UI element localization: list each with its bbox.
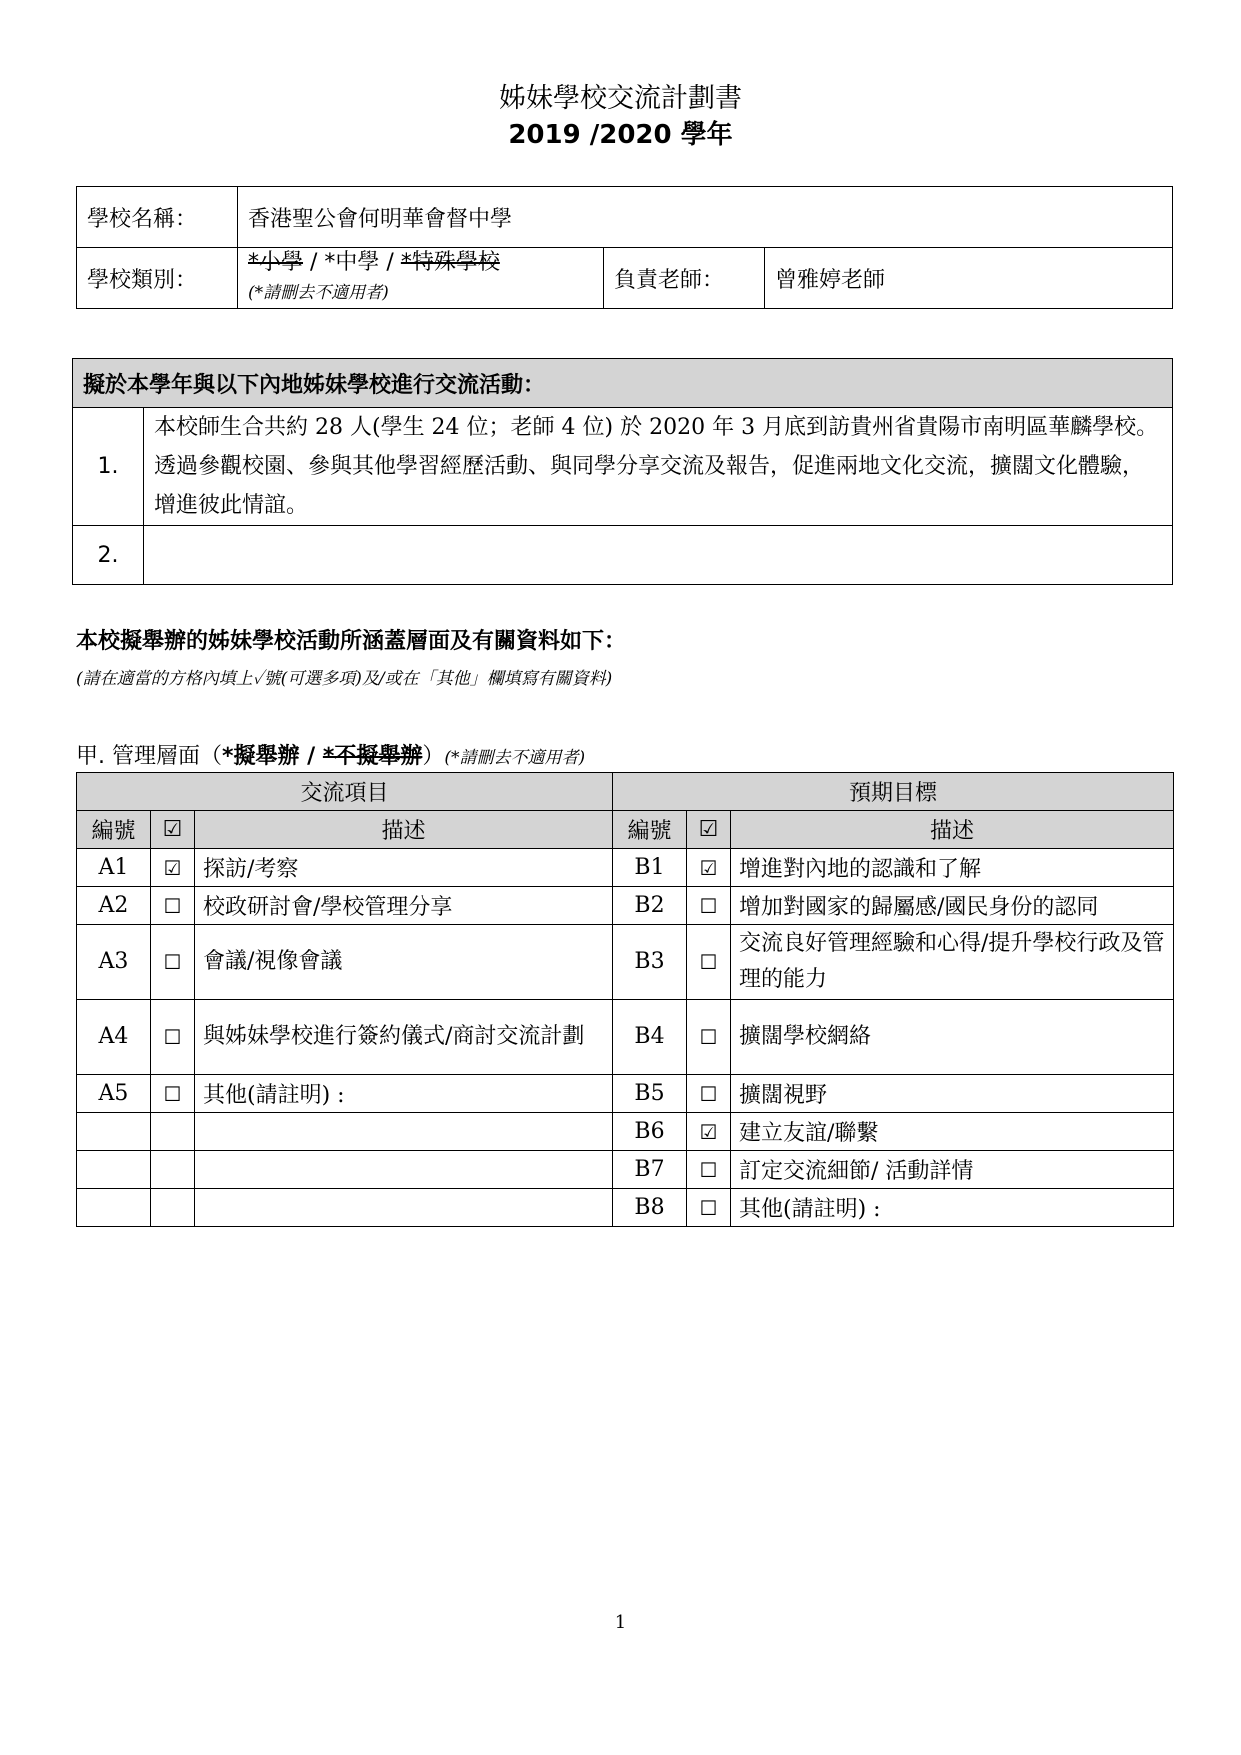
part-a-label: 甲. 管理層面（ xyxy=(76,744,222,769)
page-number: 1 xyxy=(614,1612,627,1633)
item-code: A5 xyxy=(77,1075,151,1113)
item-description: 其他(請註明) : xyxy=(195,1075,613,1113)
table-row xyxy=(77,1075,1174,1113)
plan-row-text xyxy=(144,526,1173,585)
part-a-option-hold: *擬舉辦 xyxy=(222,744,300,769)
table-row xyxy=(77,1000,1174,1075)
school-type-value xyxy=(238,248,604,309)
goal-checkbox[interactable]: ☐ xyxy=(687,1151,731,1189)
table-row xyxy=(77,849,1174,887)
type-note: (*請刪去不適用者) xyxy=(248,283,389,303)
goal-code: B4 xyxy=(613,1000,687,1075)
item-checkbox[interactable]: ☐ xyxy=(151,1075,195,1113)
teacher-label: 負責老師： xyxy=(604,248,765,309)
item-code: A1 xyxy=(77,849,151,887)
col-code-header: 編號 xyxy=(613,811,687,849)
type-secondary: *中學 xyxy=(324,250,380,275)
item-code: A3 xyxy=(77,925,151,1000)
item-checkbox[interactable]: ☑ xyxy=(151,849,195,887)
goal-description: 擴闊學校網絡 xyxy=(731,1000,1174,1075)
exchange-plan-table xyxy=(72,358,1173,585)
goal-checkbox[interactable]: ☐ xyxy=(687,887,731,925)
goal-checkbox[interactable]: ☐ xyxy=(687,1075,731,1113)
goal-description: 擴闊視野 xyxy=(731,1075,1174,1113)
item-code: A4 xyxy=(77,1000,151,1075)
goal-description: 增加對國家的歸屬感/國民身份的認同 xyxy=(731,887,1174,925)
plan-row-text: 本校師生合共約 28 人(學生 24 位；老師 4 位) 於 2020 年 3 月底到訪貴州省貴陽市南明區華麟學校。透過參觀校園、參與其他學習經歷活動、與同學分享交流及報告，促進兩地文化交流，擴闊文化體驗，增進彼此情誼。 xyxy=(144,408,1173,526)
empty-cell xyxy=(151,1151,195,1189)
type-special: *特殊學校 xyxy=(400,250,500,275)
type-primary: *小學 xyxy=(248,250,304,275)
goal-code: B2 xyxy=(613,887,687,925)
goal-description: 訂定交流細節/ 活動詳情 xyxy=(731,1151,1174,1189)
left-group-header: 交流項目 xyxy=(77,773,613,811)
empty-cell xyxy=(77,1151,151,1189)
goal-code: B8 xyxy=(613,1189,687,1227)
goal-description: 交流良好管理經驗和心得/提升學校行政及管理的能力 xyxy=(731,925,1174,1000)
part-a-option-not-hold: *不擬舉辦 xyxy=(322,744,423,769)
empty-cell xyxy=(77,1113,151,1151)
empty-cell xyxy=(151,1189,195,1227)
col-check-header: ☑ xyxy=(151,811,195,849)
goal-code: B1 xyxy=(613,849,687,887)
empty-cell xyxy=(195,1113,613,1151)
table-row xyxy=(77,887,1174,925)
part-a-separator: / xyxy=(299,744,323,769)
col-desc-header: 描述 xyxy=(731,811,1174,849)
document-title: 姊妹學校交流計劃書 xyxy=(499,83,742,114)
goal-checkbox[interactable]: ☐ xyxy=(687,1189,731,1227)
school-name-label: 學校名稱： xyxy=(77,187,238,248)
goal-code: B5 xyxy=(613,1075,687,1113)
type-separator: / xyxy=(379,250,401,275)
goal-description: 增進對內地的認識和了解 xyxy=(731,849,1174,887)
goal-code: B7 xyxy=(613,1151,687,1189)
goal-description: 其他(請註明) : xyxy=(731,1189,1174,1227)
table-row xyxy=(77,1189,1174,1227)
item-checkbox[interactable]: ☐ xyxy=(151,887,195,925)
table-row xyxy=(77,1113,1174,1151)
part-a-heading xyxy=(76,739,585,770)
item-description: 校政研討會/學校管理分享 xyxy=(195,887,613,925)
plan-row-number: 2. xyxy=(73,526,144,585)
item-code: A2 xyxy=(77,887,151,925)
management-table xyxy=(76,772,1174,1227)
empty-cell xyxy=(151,1113,195,1151)
item-checkbox[interactable]: ☐ xyxy=(151,1000,195,1075)
plan-heading: 擬於本學年與以下內地姊妹學校進行交流活動： xyxy=(73,359,1173,408)
goal-code: B6 xyxy=(613,1113,687,1151)
right-group-header: 預期目標 xyxy=(613,773,1174,811)
empty-cell xyxy=(195,1151,613,1189)
goal-checkbox[interactable]: ☑ xyxy=(687,1113,731,1151)
plan-row-number: 1. xyxy=(73,408,144,526)
teacher-name: 曾雅婷老師 xyxy=(765,248,1173,309)
coverage-note: (請在適當的方格內填上✓號(可選多項)及/或在「其他」欄填寫有關資料) xyxy=(76,669,613,689)
item-description: 會議/視像會議 xyxy=(195,925,613,1000)
empty-cell xyxy=(195,1189,613,1227)
school-year: 2019 /2020 學年 xyxy=(508,120,733,150)
goal-code: B3 xyxy=(613,925,687,1000)
item-description: 探訪/考察 xyxy=(195,849,613,887)
table-row xyxy=(77,1151,1174,1189)
goal-description: 建立友誼/聯繫 xyxy=(731,1113,1174,1151)
type-separator: / xyxy=(303,250,325,275)
table-row xyxy=(77,925,1174,1000)
school-type-label: 學校類別： xyxy=(77,248,238,309)
goal-checkbox[interactable]: ☐ xyxy=(687,925,731,1000)
col-code-header: 編號 xyxy=(77,811,151,849)
empty-cell xyxy=(77,1189,151,1227)
part-a-close: ） xyxy=(422,744,445,769)
school-name-value: 香港聖公會何明華會督中學 xyxy=(238,187,1173,248)
col-check-header: ☑ xyxy=(687,811,731,849)
part-a-note: (*請刪去不適用者) xyxy=(444,748,586,768)
goal-checkbox[interactable]: ☑ xyxy=(687,849,731,887)
item-description: 與姊妹學校進行簽約儀式/商討交流計劃 xyxy=(195,1000,613,1075)
school-info-table xyxy=(76,186,1173,309)
col-desc-header: 描述 xyxy=(195,811,613,849)
coverage-title: 本校擬舉辦的姊妹學校活動所涵蓋層面及有關資料如下： xyxy=(76,629,627,654)
goal-checkbox[interactable]: ☐ xyxy=(687,1000,731,1075)
item-checkbox[interactable]: ☐ xyxy=(151,925,195,1000)
